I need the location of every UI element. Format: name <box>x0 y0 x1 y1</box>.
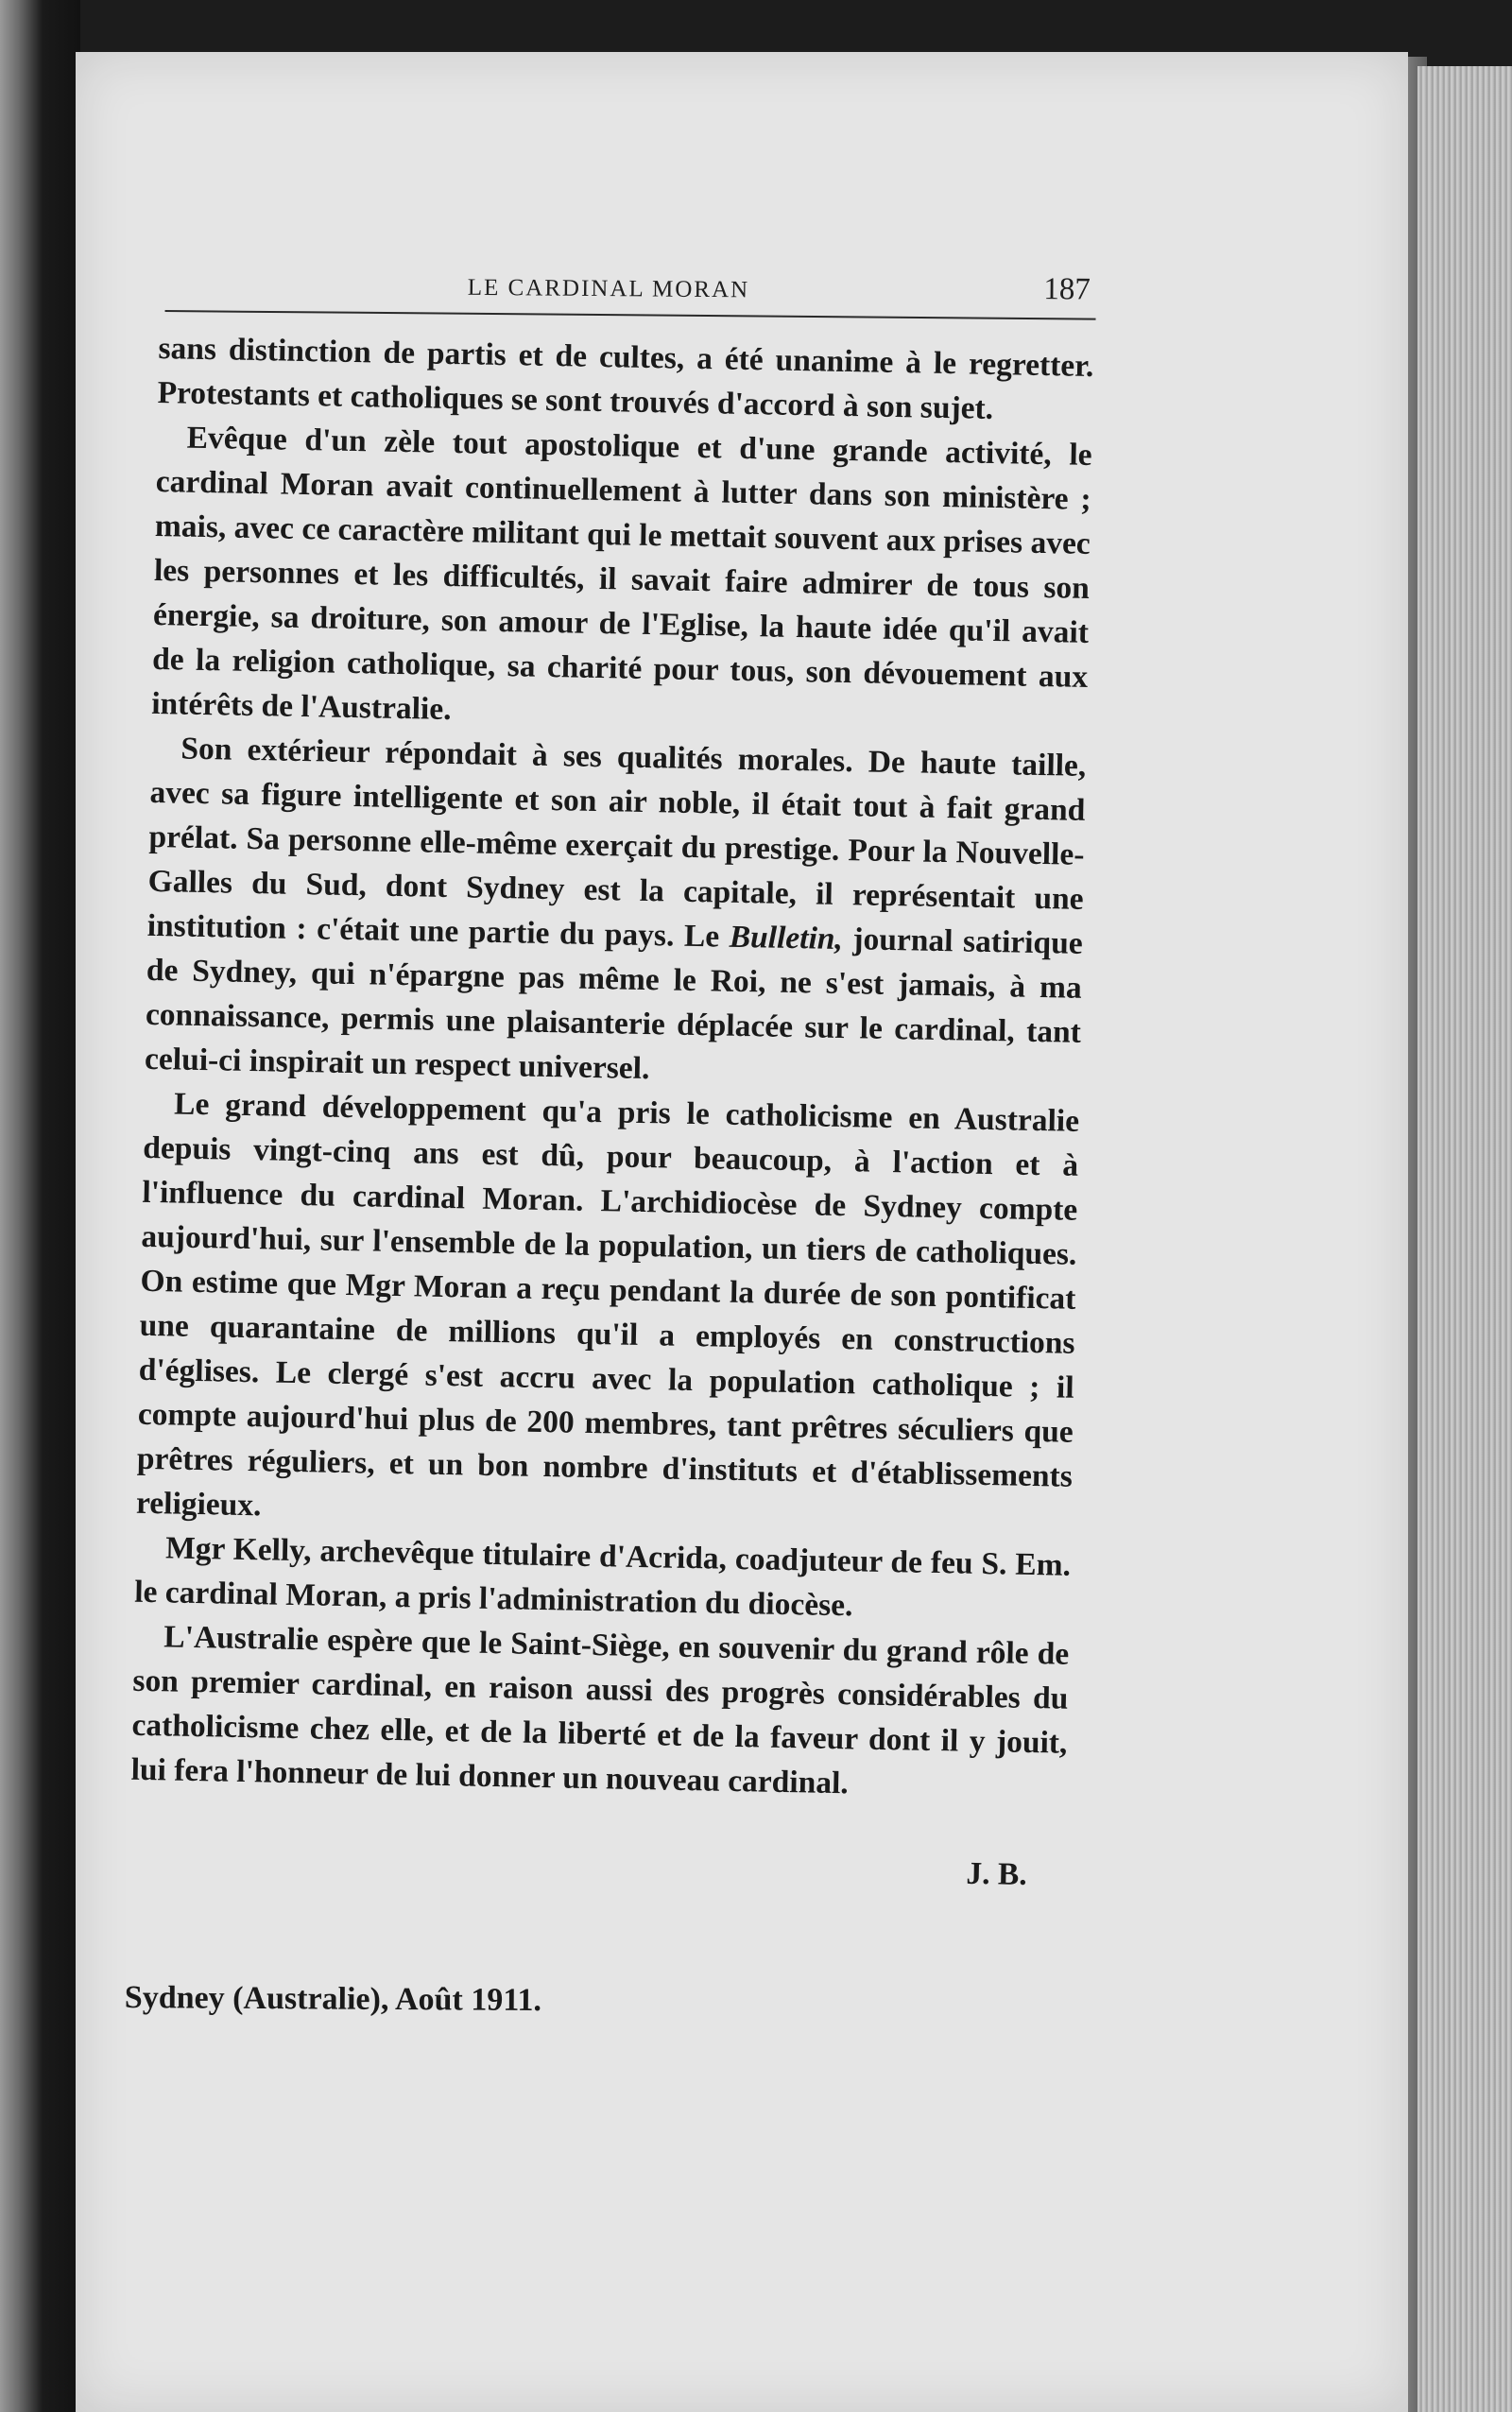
paragraph-6: L'Australie espère que le Saint-Siège, en souvenir du grand rôle de son premier cardinal, en raison aussi des progrès considérables du catholicisme chez elle, et de la liberté et de la faveur dont il y jouit, lui fera l'honneur de lui donner un nouveau cardinal. <box>130 1619 1070 1801</box>
running-head <box>165 263 1096 320</box>
body-text <box>129 326 1093 1898</box>
paragraph-1: sans distinction de partis et de cultes, a été unanime à le regretter. Protestants et catholiques se sont trouvés d'accord à son sujet. <box>157 330 1094 426</box>
place-date: Sydney (Australie), Août 1911. <box>124 1980 542 2019</box>
bulletin-title: Bulletin, <box>729 919 844 957</box>
signature: J. B. <box>966 1855 1028 1892</box>
page-stack-edges <box>1418 66 1512 2412</box>
paragraph-3-start: Son extérieur répondait à ses qualités morales. De haute taille, avec sa figure intelligente et son air noble, il était tout à fait grand prélat. Sa personne elle-même exerçait du prestige. Pour la Nouvelle-Galles du Sud, dont Sydney est la capitale, il représentait une institution : c'était une partie du pays. Le <box>146 731 1087 955</box>
paragraph-2: Evêque d'un zèle tout apostolique et d'une grande activité, le cardinal Moran avait continuellement à lutter dans son ministère ; mais, avec ce caractère militant qui le mettait souvent aux prises avec les personnes et les difficultés, il savait faire admirer de tous son énergie, sa droiture, son amour de l'Eglise, la haute idée qu'il avait de la religion catholique, sa charité pour tous, son dévouement aux intérêts de l'Australie. <box>150 420 1092 728</box>
paragraph-5: Mgr Kelly, archevêque titulaire d'Acrida, coadjuteur de feu S. Em. le cardinal Moran, a pris l'administration du diocèse. <box>133 1530 1072 1624</box>
paragraph-4: Le grand développement qu'a pris le catholicisme en Australie depuis vingt-cinq ans est dû, pour beaucoup, à l'action et à l'influence du cardinal Moran. L'archidiocèse de Sydney compte aujourd'hui, sur l'ensemble de la population, un tiers de catholiques. On estime que Mgr Moran a reçu pendant la durée de son pontificat une quarantaine de millions qu'il a employés en constructions d'églises. Le clergé s'est accru avec la population catholique ; il compte aujourd'hui plus de 200 membres, tant prêtres séculiers que prêtres réguliers, et un bon nombre d'instituts et d'établissements religieux. <box>135 1086 1080 1524</box>
paragraph-3-end: journal satirique de Sydney, qui n'épargne pas même le Roi, ne s'est jamais, à ma connaissance, permis une plaisanterie déplacée sur le cardinal, tant celui-ci inspirait un respect universel. <box>144 922 1083 1087</box>
paragraph-3 <box>145 726 1087 1099</box>
page-number: 187 <box>1043 272 1091 307</box>
scan-left-border <box>0 0 80 2412</box>
running-title: LE CARDINAL MORAN <box>467 274 750 303</box>
